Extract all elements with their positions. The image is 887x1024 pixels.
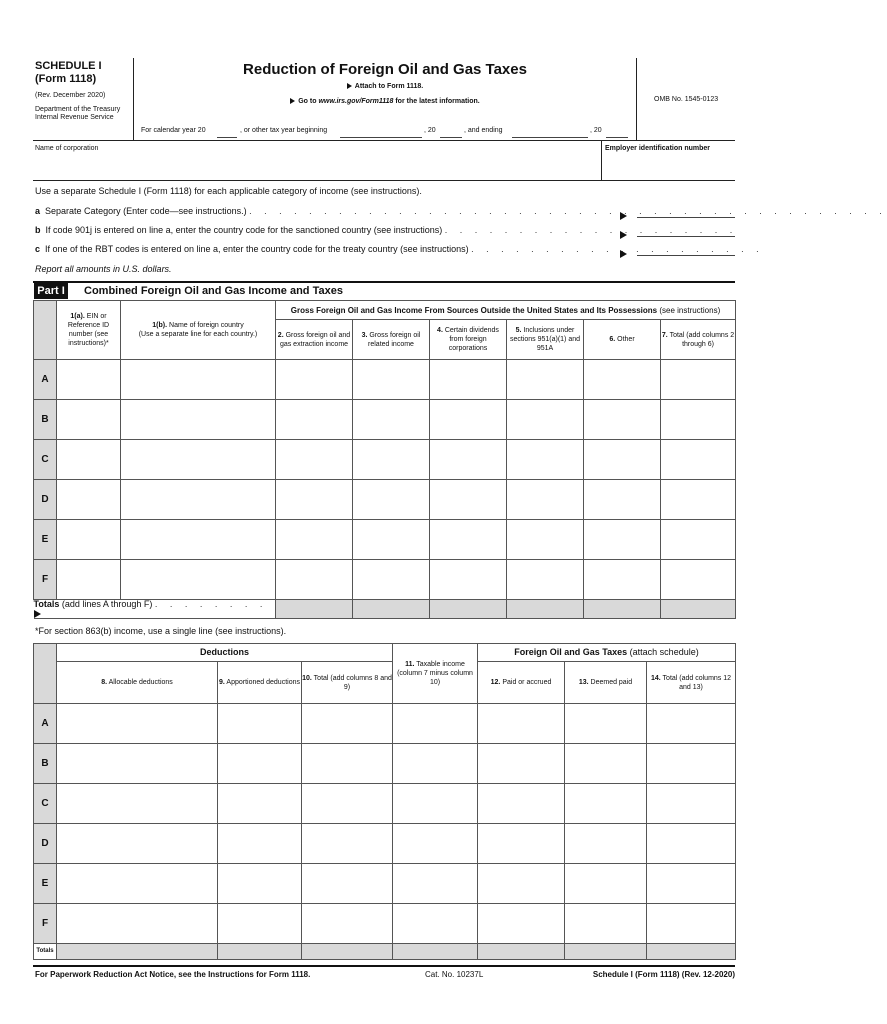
col-8-header: 8. Allocable deductions xyxy=(57,662,218,704)
col-7-header: 7. Total (add columns 2 through 6) xyxy=(661,320,736,360)
input-row-b-col-11[interactable] xyxy=(393,744,478,784)
input-row-e-col-3[interactable] xyxy=(353,520,430,560)
line-b: b If code 901j is entered on line a, enter the country code for the sanctioned country (see instructions) . . . . . . . . . . . . . . . . . . . . xyxy=(35,225,738,235)
input-row-c-col-1a[interactable] xyxy=(57,440,121,480)
row-letter: F xyxy=(34,560,57,600)
table-row xyxy=(34,744,736,784)
line-c-field[interactable] xyxy=(637,245,735,256)
row-letter: B xyxy=(34,400,57,440)
input-row-d-col-7[interactable] xyxy=(661,480,736,520)
input-row-f-col-3[interactable] xyxy=(353,560,430,600)
line-b-field[interactable] xyxy=(637,226,735,237)
col-4-header: 4. Certain dividends from foreign corporations xyxy=(430,320,507,360)
input-row-a-col-9[interactable] xyxy=(218,704,302,744)
row-label-header-2 xyxy=(34,644,57,704)
input-row-d-col-3[interactable] xyxy=(353,480,430,520)
instructions-text: Use a separate Schedule I (Form 1118) for each applicable category of income (see instructions). xyxy=(35,186,422,196)
input-row-b-col-14[interactable] xyxy=(647,744,736,784)
input-row-b-col-1a[interactable] xyxy=(57,400,121,440)
input-row-c-col-14[interactable] xyxy=(647,784,736,824)
input-row-f-col-10[interactable] xyxy=(302,904,393,944)
footnote-863b: *For section 863(b) income, use a single line (see instructions). xyxy=(35,626,287,636)
input-row-b-col-6[interactable] xyxy=(584,400,661,440)
input-row-d-col-13[interactable] xyxy=(565,824,647,864)
input-row-e-col-13[interactable] xyxy=(565,864,647,904)
row-letter: F xyxy=(34,904,57,944)
schedule-label: SCHEDULE I xyxy=(35,60,102,72)
input-row-f-col-5[interactable] xyxy=(507,560,584,600)
col-1a-header: 1(a). EIN or Reference ID number (see instructions)* xyxy=(57,301,121,360)
input-row-c-col-12[interactable] xyxy=(478,784,565,824)
line-a-text: Separate Category (Enter code—see instructions.) xyxy=(45,206,247,216)
part-two-totals-label: Totals xyxy=(34,944,57,960)
input-row-c-col-13[interactable] xyxy=(565,784,647,824)
report-dollars-note: Report all amounts in U.S. dollars. xyxy=(35,264,172,274)
col-9-header: 9. Apportioned deductions xyxy=(218,662,302,704)
input-row-d-col-10[interactable] xyxy=(302,824,393,864)
input-row-e-col-1a[interactable] xyxy=(57,520,121,560)
table-row xyxy=(34,400,736,440)
part-one-badge: Part I xyxy=(34,283,68,299)
input-row-f-col-9[interactable] xyxy=(218,904,302,944)
input-row-b-col-5[interactable] xyxy=(507,400,584,440)
row-letter: B xyxy=(34,744,57,784)
total-col-6[interactable] xyxy=(584,600,661,619)
line-c: c If one of the RBT codes is entered on line a, enter the country code for the treaty country (see instructions) . . . . . . . . . . . . . . . . . . . . xyxy=(35,244,764,254)
line-a-field[interactable] xyxy=(637,207,735,218)
input-row-f-col-7[interactable] xyxy=(661,560,736,600)
calendar-year-field[interactable] xyxy=(217,127,237,138)
total-col-14[interactable] xyxy=(647,944,736,960)
table-row xyxy=(34,704,736,744)
year-begin-year-field[interactable] xyxy=(440,127,462,138)
corporation-name-field[interactable] xyxy=(35,155,595,177)
part-one-title: Combined Foreign Oil and Gas Income and Taxes xyxy=(84,285,343,297)
table-row xyxy=(34,824,736,864)
col-3-header: 3. Gross foreign oil related income xyxy=(353,320,430,360)
col-2-header: 2. Gross foreign oil and gas extraction income xyxy=(276,320,353,360)
input-row-b-col-3[interactable] xyxy=(353,400,430,440)
input-row-c-col-5[interactable] xyxy=(507,440,584,480)
input-row-e-col-1b[interactable] xyxy=(121,520,276,560)
total-col-4[interactable] xyxy=(430,600,507,619)
table-row xyxy=(34,904,736,944)
table-row xyxy=(34,784,736,824)
input-row-e-col-8[interactable] xyxy=(57,864,218,904)
total-col-10[interactable] xyxy=(302,944,393,960)
input-row-d-col-1a[interactable] xyxy=(57,480,121,520)
input-row-a-col-12[interactable] xyxy=(478,704,565,744)
total-col-13[interactable] xyxy=(565,944,647,960)
corporation-name-label: Name of corporation xyxy=(35,145,99,152)
input-row-c-col-4[interactable] xyxy=(430,440,507,480)
row-letter: A xyxy=(34,704,57,744)
col-10-header: 10. Total (add columns 8 and 9) xyxy=(302,662,393,704)
input-row-c-col-3[interactable] xyxy=(353,440,430,480)
total-col-7[interactable] xyxy=(661,600,736,619)
agency-label: Internal Revenue Service xyxy=(35,114,114,121)
input-row-c-col-8[interactable] xyxy=(57,784,218,824)
input-row-c-col-9[interactable] xyxy=(218,784,302,824)
input-row-d-col-2[interactable] xyxy=(276,480,353,520)
input-row-b-col-1b[interactable] xyxy=(121,400,276,440)
input-row-d-col-4[interactable] xyxy=(430,480,507,520)
total-col-2[interactable] xyxy=(276,600,353,619)
arrow-right-icon xyxy=(290,98,295,104)
input-row-c-col-1b[interactable] xyxy=(121,440,276,480)
line-a-arrow-icon xyxy=(620,207,627,225)
row-letter: D xyxy=(34,480,57,520)
other-year-label: , or other tax year beginning xyxy=(240,127,328,134)
ein-label: Employer identification number xyxy=(605,145,711,152)
input-row-f-col-13[interactable] xyxy=(565,904,647,944)
website-instruction: Go to www.irs.gov/Form1118 for the latest information. xyxy=(140,97,630,106)
title-block xyxy=(140,60,630,106)
arrow-right-icon xyxy=(347,83,352,89)
input-row-e-col-12[interactable] xyxy=(478,864,565,904)
table-row xyxy=(34,440,736,480)
row-letter: C xyxy=(34,440,57,480)
col-12-header: 12. Paid or accrued xyxy=(478,662,565,704)
footer-form-id: Schedule I (Form 1118) (Rev. 12-2020) xyxy=(592,970,735,979)
input-row-d-col-14[interactable] xyxy=(647,824,736,864)
part-one-totals-label: Totals (add lines A through F) . . . . . . . . xyxy=(34,600,276,619)
col-5-header: 5. Inclusions under sections 951(a)(1) and 951A xyxy=(507,320,584,360)
arrow-right-icon xyxy=(34,610,41,618)
calendar-year-label: For calendar year 20 xyxy=(141,127,206,134)
year-end-field[interactable] xyxy=(512,127,588,138)
input-row-b-col-2[interactable] xyxy=(276,400,353,440)
total-col-5[interactable] xyxy=(507,600,584,619)
input-row-a-col-2[interactable] xyxy=(276,360,353,400)
year-end-20-label: , 20 xyxy=(590,127,602,134)
input-row-f-col-1b[interactable] xyxy=(121,560,276,600)
input-row-b-col-13[interactable] xyxy=(565,744,647,784)
input-row-b-col-12[interactable] xyxy=(478,744,565,784)
input-row-a-col-5[interactable] xyxy=(507,360,584,400)
row-letter: D xyxy=(34,824,57,864)
input-row-e-col-6[interactable] xyxy=(584,520,661,560)
year-end-year-field[interactable] xyxy=(606,127,628,138)
line-a-letter: a xyxy=(35,206,41,216)
irs-url[interactable]: www.irs.gov/Form1118 xyxy=(318,98,394,105)
input-row-b-col-4[interactable] xyxy=(430,400,507,440)
line-c-arrow-icon xyxy=(620,245,627,263)
paperwork-notice: For Paperwork Reduction Act Notice, see the Instructions for Form 1118. xyxy=(35,970,311,979)
line-b-letter: b xyxy=(35,225,41,235)
line-b-text: If code 901j is entered on line a, enter the country code for the sanctioned country (see instructions) xyxy=(45,225,443,235)
table-row xyxy=(34,560,736,600)
input-row-e-col-10[interactable] xyxy=(302,864,393,904)
input-row-f-col-6[interactable] xyxy=(584,560,661,600)
input-row-d-col-12[interactable] xyxy=(478,824,565,864)
ein-field[interactable] xyxy=(605,155,733,177)
input-row-f-col-14[interactable] xyxy=(647,904,736,944)
total-col-11[interactable] xyxy=(393,944,478,960)
deductions-group-header: Deductions xyxy=(57,644,393,662)
deductions-taxes-table xyxy=(33,643,736,960)
department-label: Department of the Treasury xyxy=(35,106,121,113)
input-row-d-col-9[interactable] xyxy=(218,824,302,864)
omb-number: OMB No. 1545-0123 xyxy=(654,96,719,103)
input-row-a-col-6[interactable] xyxy=(584,360,661,400)
total-col-8[interactable] xyxy=(57,944,218,960)
input-row-d-col-11[interactable] xyxy=(393,824,478,864)
table-row xyxy=(34,520,736,560)
revision-date: (Rev. December 2020) xyxy=(35,92,106,99)
catalog-number: Cat. No. 10237L xyxy=(425,970,484,979)
col-13-header: 13. Deemed paid xyxy=(565,662,647,704)
table-row xyxy=(34,480,736,520)
input-row-e-col-9[interactable] xyxy=(218,864,302,904)
input-row-b-col-7[interactable] xyxy=(661,400,736,440)
input-row-a-col-4[interactable] xyxy=(430,360,507,400)
part-one-table xyxy=(33,300,736,619)
total-col-3[interactable] xyxy=(353,600,430,619)
input-row-a-col-3[interactable] xyxy=(353,360,430,400)
attach-instruction: Attach to Form 1118. xyxy=(140,82,630,91)
input-row-c-col-7[interactable] xyxy=(661,440,736,480)
input-row-e-col-5[interactable] xyxy=(507,520,584,560)
total-col-9[interactable] xyxy=(218,944,302,960)
table-row xyxy=(34,864,736,904)
input-row-a-col-13[interactable] xyxy=(565,704,647,744)
input-row-a-col-8[interactable] xyxy=(57,704,218,744)
input-row-a-col-10[interactable] xyxy=(302,704,393,744)
input-row-f-col-1a[interactable] xyxy=(57,560,121,600)
table-row xyxy=(34,360,736,400)
input-row-f-col-4[interactable] xyxy=(430,560,507,600)
input-row-b-col-10[interactable] xyxy=(302,744,393,784)
row-label-header xyxy=(34,301,57,360)
input-row-a-col-1b[interactable] xyxy=(121,360,276,400)
input-row-e-col-11[interactable] xyxy=(393,864,478,904)
col-14-header: 14. Total (add columns 12 and 13) xyxy=(647,662,736,704)
input-row-d-col-1b[interactable] xyxy=(121,480,276,520)
input-row-e-col-4[interactable] xyxy=(430,520,507,560)
input-row-d-col-6[interactable] xyxy=(584,480,661,520)
input-row-c-col-2[interactable] xyxy=(276,440,353,480)
form-number: (Form 1118) xyxy=(35,73,97,85)
input-row-d-col-5[interactable] xyxy=(507,480,584,520)
input-row-c-col-10[interactable] xyxy=(302,784,393,824)
input-row-c-col-11[interactable] xyxy=(393,784,478,824)
input-row-f-col-8[interactable] xyxy=(57,904,218,944)
input-row-a-col-7[interactable] xyxy=(661,360,736,400)
col-1b-header: 1(b). Name of foreign country (Use a separate line for each country.) xyxy=(121,301,276,360)
row-letter: E xyxy=(34,864,57,904)
taxes-group-header: Foreign Oil and Gas Taxes (attach schedule) xyxy=(478,644,736,662)
year-begin-20-label: , 20 xyxy=(424,127,436,134)
input-row-b-col-8[interactable] xyxy=(57,744,218,784)
row-letter: E xyxy=(34,520,57,560)
input-row-f-col-12[interactable] xyxy=(478,904,565,944)
form-id-block xyxy=(35,60,135,122)
input-row-a-col-14[interactable] xyxy=(647,704,736,744)
line-a: a Separate Category (Enter code—see instructions.) . . . . . . . . . . . . . . . . . . . . . . . . . . . . . . . . . . . . . . . . . . . xyxy=(35,206,887,216)
input-row-b-col-9[interactable] xyxy=(218,744,302,784)
line-c-letter: c xyxy=(35,244,41,254)
row-letter: A xyxy=(34,360,57,400)
line-c-text: If one of the RBT codes is entered on line a, enter the country code for the treaty country (see instructions) xyxy=(45,244,469,254)
input-row-e-col-14[interactable] xyxy=(647,864,736,904)
total-col-12[interactable] xyxy=(478,944,565,960)
row-letter: C xyxy=(34,784,57,824)
gross-income-group-header: Gross Foreign Oil and Gas Income From Sources Outside the United States and Its Possessions (see instructions) xyxy=(276,301,736,320)
page-title: Reduction of Foreign Oil and Gas Taxes xyxy=(243,61,527,78)
input-row-d-col-8[interactable] xyxy=(57,824,218,864)
and-ending-label: , and ending xyxy=(464,127,503,134)
input-row-f-col-2[interactable] xyxy=(276,560,353,600)
input-row-e-col-7[interactable] xyxy=(661,520,736,560)
line-b-arrow-icon xyxy=(620,226,627,244)
input-row-e-col-2[interactable] xyxy=(276,520,353,560)
input-row-c-col-6[interactable] xyxy=(584,440,661,480)
year-begin-field[interactable] xyxy=(340,127,422,138)
col-6-header: 6. Other xyxy=(584,320,661,360)
input-row-a-col-1a[interactable] xyxy=(57,360,121,400)
input-row-a-col-11[interactable] xyxy=(393,704,478,744)
col-11-header: 11. Taxable income (column 7 minus column 10) xyxy=(393,644,478,704)
input-row-f-col-11[interactable] xyxy=(393,904,478,944)
